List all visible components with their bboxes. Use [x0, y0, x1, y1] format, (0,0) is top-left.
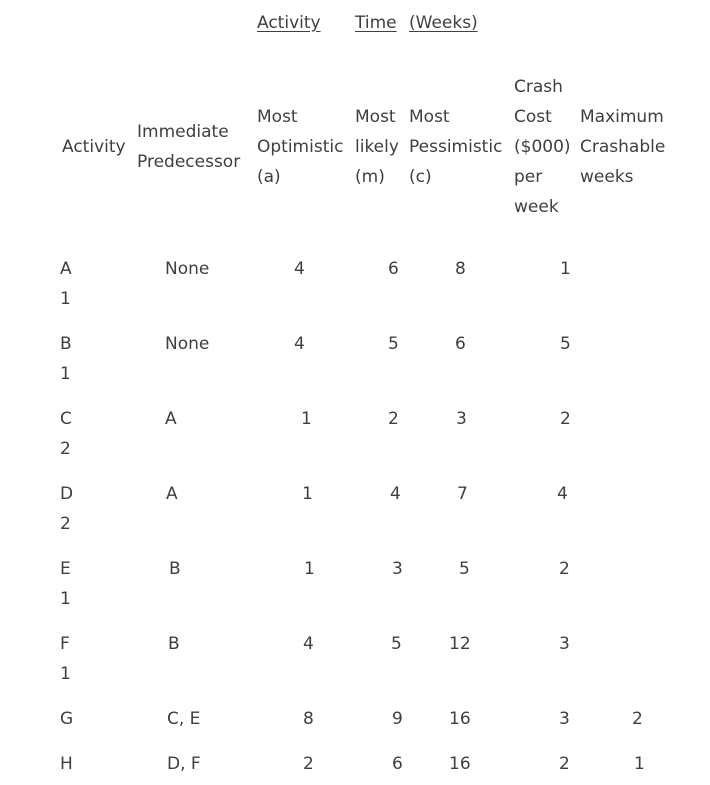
- row-b-activity: B: [60, 334, 72, 354]
- header-crash-cost-line5: week: [514, 197, 559, 217]
- row-e-optimistic: 1: [304, 559, 315, 579]
- row-g-max-crash: 2: [632, 709, 643, 729]
- row-c-crash-cost: 2: [560, 409, 571, 429]
- header-likely-line3: (m): [355, 167, 385, 187]
- row-a-crash-cost: 1: [560, 259, 571, 279]
- row-a-pessimistic: 8: [455, 259, 466, 279]
- row-c-predecessor: A: [165, 409, 177, 429]
- header-likely-line1: Most: [355, 107, 396, 127]
- header-optimistic-line1: Most: [257, 107, 298, 127]
- row-h-predecessor: D, F: [167, 754, 201, 774]
- header-crash-cost-line1: Crash: [514, 77, 563, 97]
- header-predecessor-line1: Immediate: [137, 122, 229, 142]
- row-c-optimistic: 1: [301, 409, 312, 429]
- header-predecessor-line2: Predecessor: [137, 152, 241, 172]
- row-b-optimistic: 4: [294, 334, 305, 354]
- row-d-optimistic: 1: [302, 484, 313, 504]
- header-pessimistic-line2: Pessimistic: [409, 137, 503, 157]
- row-g-activity: G: [60, 709, 74, 729]
- header-crash-cost-line3: ($000): [514, 137, 571, 157]
- row-f-likely: 5: [391, 634, 402, 654]
- row-f-predecessor: B: [168, 634, 180, 654]
- row-h-max-crash: 1: [634, 754, 645, 774]
- row-g-pessimistic: 16: [449, 709, 471, 729]
- header-pessimistic-line1: Most: [409, 107, 450, 127]
- header-activity: Activity: [62, 137, 126, 157]
- row-f-pessimistic: 12: [449, 634, 471, 654]
- row-b-extra: 1: [60, 364, 71, 384]
- row-e-likely: 3: [392, 559, 403, 579]
- row-a-optimistic: 4: [294, 259, 305, 279]
- row-c-likely: 2: [388, 409, 399, 429]
- row-h-activity: H: [60, 754, 73, 774]
- row-d-activity: D: [60, 484, 74, 504]
- row-f-crash-cost: 3: [559, 634, 570, 654]
- title-time: Time: [355, 13, 397, 33]
- row-a-activity: A: [60, 259, 72, 279]
- row-a-likely: 6: [388, 259, 399, 279]
- header-crash-cost-line4: per: [514, 167, 543, 187]
- row-h-crash-cost: 2: [559, 754, 570, 774]
- row-d-likely: 4: [390, 484, 401, 504]
- row-c-pessimistic: 3: [456, 409, 467, 429]
- row-a-predecessor: None: [165, 259, 210, 279]
- row-e-extra: 1: [60, 589, 71, 609]
- row-b-likely: 5: [388, 334, 399, 354]
- row-f-optimistic: 4: [303, 634, 314, 654]
- row-d-extra: 2: [60, 514, 71, 534]
- header-max-crash-line2: Crashable: [580, 137, 666, 157]
- row-g-crash-cost: 3: [559, 709, 570, 729]
- title-activity: Activity: [257, 13, 321, 33]
- title-weeks: (Weeks): [409, 13, 478, 33]
- row-c-extra: 2: [60, 439, 71, 459]
- row-h-optimistic: 2: [303, 754, 314, 774]
- row-e-pessimistic: 5: [459, 559, 470, 579]
- row-d-predecessor: A: [166, 484, 178, 504]
- row-g-predecessor: C, E: [167, 709, 201, 729]
- row-h-likely: 6: [392, 754, 403, 774]
- row-b-pessimistic: 6: [455, 334, 466, 354]
- header-optimistic-line3: (a): [257, 167, 281, 187]
- row-e-predecessor: B: [169, 559, 181, 579]
- header-max-crash-line1: Maximum: [580, 107, 664, 127]
- header-crash-cost-line2: Cost: [514, 107, 552, 127]
- header-pessimistic-line3: (c): [409, 167, 432, 187]
- row-f-activity: F: [60, 634, 70, 654]
- row-d-pessimistic: 7: [457, 484, 468, 504]
- header-max-crash-line3: weeks: [580, 167, 634, 187]
- row-g-likely: 9: [392, 709, 403, 729]
- row-e-crash-cost: 2: [559, 559, 570, 579]
- row-g-optimistic: 8: [303, 709, 314, 729]
- row-c-activity: C: [60, 409, 72, 429]
- row-h-pessimistic: 16: [449, 754, 471, 774]
- row-d-crash-cost: 4: [557, 484, 568, 504]
- row-e-activity: E: [60, 559, 71, 579]
- row-a-extra: 1: [60, 289, 71, 309]
- header-likely-line2: likely: [355, 137, 399, 157]
- row-f-extra: 1: [60, 664, 71, 684]
- row-b-crash-cost: 5: [560, 334, 571, 354]
- row-b-predecessor: None: [165, 334, 210, 354]
- header-optimistic-line2: Optimistic: [257, 137, 344, 157]
